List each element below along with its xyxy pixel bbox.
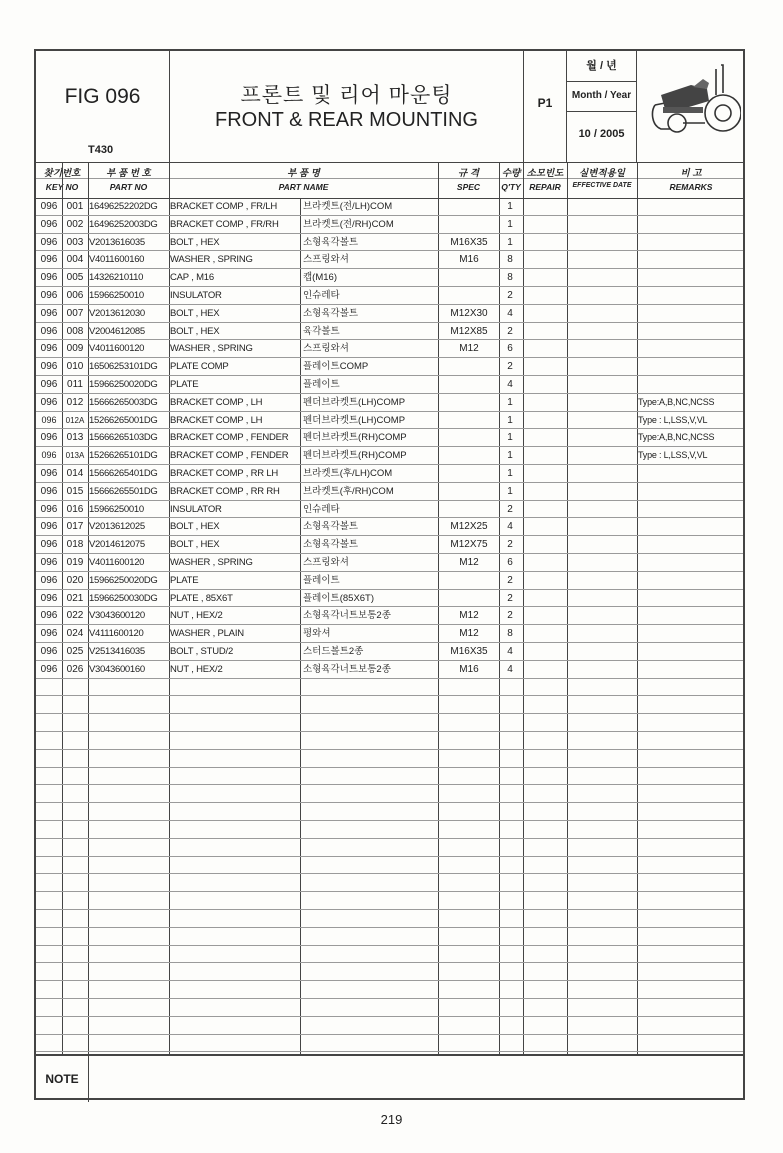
- cell-key: 024: [66, 628, 84, 640]
- cell-qty: 2: [507, 592, 513, 604]
- cell-part: 16506253101DG: [89, 361, 158, 373]
- empty-row: [36, 732, 743, 750]
- empty-row: [36, 1017, 743, 1035]
- table-row: [36, 661, 743, 679]
- empty-row: [36, 857, 743, 875]
- empty-row: [36, 696, 743, 714]
- cell-qty: 2: [507, 610, 513, 622]
- cell-remarks: Type:A,B,NC,NCSS: [638, 432, 715, 443]
- cell-qty: 1: [507, 396, 513, 408]
- cell-name: BRACKET COMP , FENDER: [170, 432, 289, 444]
- cell-fig: 096: [40, 485, 58, 497]
- cell-ko: 플레이트(85X6T): [303, 592, 375, 604]
- note-section: [36, 1054, 743, 1102]
- empty-row: [36, 928, 743, 946]
- cell-fig: 096: [40, 343, 58, 355]
- cell-fig: 096: [40, 361, 58, 373]
- cell-name: BRACKET COMP , RR LH: [170, 468, 279, 479]
- cell-ko: 펜더브라켓트(LH)COMP: [303, 414, 406, 426]
- cell-spec: M12: [459, 610, 479, 622]
- cell-fig: 096: [40, 325, 58, 337]
- cell-spec: M12: [459, 628, 479, 640]
- cell-ko: 펜더브라켓트(RH)COMP: [303, 450, 407, 462]
- empty-row: [36, 679, 743, 697]
- cell-name: BOLT , HEX: [170, 236, 220, 248]
- cell-fig: 096: [40, 503, 58, 515]
- cell-part: 15666265501DG: [89, 485, 158, 497]
- cell-qty: 4: [507, 379, 513, 390]
- col-qty-ko: 수량: [501, 168, 521, 179]
- table-row: [36, 554, 743, 572]
- cell-ko: 플레이트: [303, 379, 340, 390]
- table-row: [36, 251, 743, 269]
- cell-fig: 096: [40, 201, 58, 212]
- cell-key: 001: [66, 201, 84, 212]
- table-row: [36, 323, 743, 341]
- col-repair: [523, 162, 567, 198]
- cell-key: 021: [66, 592, 84, 604]
- cell-ko: 평와셔: [303, 628, 331, 640]
- parts-sheet: [34, 49, 745, 1100]
- cell-fig: 096: [40, 218, 58, 230]
- cell-part: 15966250010: [89, 290, 144, 301]
- cell-name: WASHER , SPRING: [170, 557, 253, 568]
- date-label-korean: 월 / 년: [567, 51, 636, 82]
- col-effective-date: [567, 162, 637, 198]
- cell-ko: 플레이트: [303, 574, 340, 586]
- cell-key: 013: [66, 432, 84, 444]
- empty-row: [36, 821, 743, 839]
- cell-spec: M12X25: [450, 521, 488, 533]
- cell-part: 16496252003DG: [89, 218, 158, 230]
- cell-part: V2014612075: [89, 539, 145, 551]
- cell-fig: 096: [40, 610, 58, 622]
- table-row: [36, 269, 743, 287]
- illustration-cell: [637, 51, 745, 162]
- cell-part: 15966250020DG: [89, 574, 158, 586]
- cell-fig: 096: [40, 592, 58, 604]
- cell-key: 016: [66, 503, 84, 515]
- table-row: [36, 536, 743, 554]
- cell-ko: 인슈레타: [303, 290, 340, 301]
- sheet-header: [36, 51, 743, 163]
- cell-spec: M16: [459, 254, 479, 266]
- cell-fig: 096: [40, 307, 58, 319]
- fig-cell: [36, 51, 170, 162]
- col-spec-en: SPEC: [456, 182, 481, 192]
- cell-qty: 6: [507, 557, 513, 568]
- col-part-name-ko: 부 품 명: [287, 168, 320, 179]
- cell-ko: 펜더브라켓트(RH)COMP: [303, 432, 407, 444]
- page-label: P1: [537, 96, 553, 110]
- empty-row: [36, 714, 743, 732]
- table-row: [36, 358, 743, 376]
- cell-spec: M16: [459, 663, 479, 675]
- cell-ko: 소형육각볼트: [303, 539, 359, 551]
- title-cell: [170, 51, 524, 162]
- title-english: FRONT & REAR MOUNTING: [215, 109, 478, 131]
- cell-key: 025: [66, 646, 84, 657]
- cell-fig: 096: [40, 236, 58, 248]
- cell-ko: 스프링와셔: [303, 254, 349, 266]
- table-row: [36, 590, 743, 608]
- cell-ko: 브라켓트(후/RH)COM: [303, 485, 394, 497]
- cell-part: 14326210110: [89, 272, 144, 284]
- table-row: [36, 305, 743, 323]
- date-label-english: Month / Year: [567, 81, 636, 112]
- empty-row: [36, 946, 743, 964]
- date-cell: [567, 51, 637, 162]
- cell-part: V4011600160: [89, 254, 145, 266]
- table-row: [36, 447, 743, 465]
- cell-ko: 스프링와셔: [303, 557, 349, 568]
- table-row: [36, 607, 743, 625]
- cell-qty: 1: [507, 485, 513, 497]
- cell-name: PLATE COMP: [170, 361, 229, 373]
- col-spec-ko: 규 격: [458, 168, 479, 179]
- col-repair-en: REPAIR: [529, 182, 561, 192]
- table-row: [36, 287, 743, 305]
- cell-name: BOLT , HEX: [170, 539, 220, 551]
- cell-fig: 096: [40, 574, 58, 586]
- cell-qty: 1: [507, 236, 513, 248]
- cell-remarks: Type : L,LSS,V,VL: [638, 414, 708, 425]
- cell-key: 006: [66, 290, 84, 301]
- cell-key: 003: [66, 236, 84, 248]
- cell-name: WASHER , SPRING: [170, 254, 253, 266]
- cell-name: CAP , M16: [170, 272, 214, 284]
- cell-key: 002: [66, 218, 84, 230]
- cell-qty: 4: [507, 663, 513, 675]
- col-remarks-ko: 비 고: [680, 168, 702, 179]
- empty-row: [36, 803, 743, 821]
- cell-part: V3043600120: [89, 610, 145, 622]
- cell-name: PLATE , 85X6T: [170, 592, 233, 604]
- col-part-name-en: PART NAME: [278, 182, 329, 192]
- cell-spec: M12X85: [450, 325, 488, 337]
- cell-part: 15266265101DG: [89, 450, 158, 462]
- cell-qty: 2: [507, 574, 513, 586]
- cell-fig: 096: [40, 396, 58, 408]
- cell-fig: 096: [41, 450, 57, 461]
- table-row: [36, 572, 743, 590]
- table-row: [36, 376, 743, 394]
- cell-part: V2013616035: [89, 236, 145, 248]
- col-repair-ko: 소모빈도: [526, 168, 564, 179]
- cell-name: BOLT , STUD/2: [170, 646, 234, 657]
- cell-fig: 096: [40, 272, 58, 284]
- cell-key: 012A: [65, 415, 85, 425]
- cell-name: INSULATOR: [170, 503, 222, 515]
- empty-row: [36, 963, 743, 981]
- empty-row: [36, 839, 743, 857]
- cell-qty: 8: [507, 254, 513, 266]
- cell-ko: 캡(M16): [303, 272, 337, 284]
- col-spec: [438, 162, 499, 198]
- fig-number: FIG 096: [64, 85, 141, 108]
- cell-key: 020: [66, 574, 84, 586]
- col-part-no: [88, 162, 169, 198]
- cell-name: BRACKET COMP , FR/RH: [170, 218, 279, 230]
- cell-name: BRACKET COMP , LH: [170, 414, 263, 426]
- table-row: [36, 234, 743, 252]
- table-row: [36, 216, 743, 234]
- page-cell: [524, 51, 567, 162]
- col-key-no-en: KEY NO: [45, 182, 79, 192]
- cell-part: V2004612085: [89, 325, 145, 337]
- cell-ko: 브라켓트(전/RH)COM: [303, 218, 394, 230]
- cell-fig: 096: [40, 379, 58, 390]
- cell-qty: 1: [507, 432, 513, 444]
- cell-ko: 육각볼트: [303, 325, 340, 337]
- cell-key: 004: [66, 254, 84, 266]
- cell-part: V2013612025: [89, 521, 145, 533]
- col-qty: [499, 162, 523, 198]
- cell-qty: 1: [507, 218, 513, 230]
- col-key-no-ko: 찾기번호: [43, 168, 81, 179]
- col-eff-ko: 실변적용일: [579, 168, 625, 179]
- cell-spec: M12: [459, 557, 479, 568]
- page-number: 219: [380, 1112, 403, 1127]
- cell-name: WASHER , PLAIN: [170, 628, 244, 640]
- cell-ko: 스터드볼트2종: [303, 646, 364, 657]
- cell-ko: 스프링와셔: [303, 343, 349, 355]
- cell-fig: 096: [40, 290, 58, 301]
- cell-part: 15966250020DG: [89, 379, 158, 390]
- table-row: [36, 429, 743, 447]
- cell-key: 010: [66, 361, 84, 373]
- cell-key: 017: [66, 521, 84, 533]
- cell-name: BRACKET COMP , FR/LH: [170, 201, 278, 212]
- cell-name: NUT , HEX/2: [170, 663, 223, 675]
- title-korean: 프론트 및 리어 마운팅: [240, 84, 453, 107]
- cell-fig: 096: [40, 254, 58, 266]
- cell-fig: 096: [40, 628, 58, 640]
- cell-part: 15966250030DG: [89, 592, 158, 604]
- cell-fig: 096: [40, 539, 58, 551]
- cell-fig: 096: [40, 521, 58, 533]
- table-row: [36, 501, 743, 519]
- cell-qty: 4: [507, 646, 513, 657]
- cell-ko: 소형육각볼트: [303, 307, 359, 319]
- cell-fig: 096: [40, 646, 58, 657]
- cell-key: 015: [66, 485, 84, 497]
- cell-qty: 4: [507, 521, 513, 533]
- cell-ko: 플레이트COMP: [303, 361, 369, 373]
- cell-spec: M12X30: [450, 307, 488, 319]
- cell-qty: 2: [507, 325, 513, 337]
- col-qty-en: Q'TY: [501, 182, 521, 192]
- cell-ko: 소형육각너트보통2종: [303, 663, 391, 675]
- empty-row: [36, 1035, 743, 1053]
- cell-key: 011: [67, 379, 83, 390]
- cell-key: 008: [66, 325, 84, 337]
- col-part-no-en: PART NO: [109, 182, 148, 192]
- cell-ko: 브라켓트(후/LH)COM: [303, 468, 393, 479]
- cell-name: BOLT , HEX: [170, 521, 220, 533]
- cell-part: V2513416035: [89, 646, 145, 657]
- cell-qty: 1: [507, 414, 513, 426]
- empty-row: [36, 874, 743, 892]
- cell-name: BRACKET COMP , FENDER: [170, 450, 289, 462]
- cell-fig: 096: [40, 432, 58, 444]
- cell-name: PLATE: [170, 379, 199, 390]
- cell-part: 15266265001DG: [89, 414, 158, 426]
- cell-part: V4011600120: [89, 343, 145, 355]
- cell-name: WASHER , SPRING: [170, 343, 253, 355]
- table-row: [36, 198, 743, 216]
- table-row: [36, 412, 743, 430]
- table-row: [36, 643, 743, 661]
- cell-fig: 096: [40, 663, 58, 675]
- cell-qty: 1: [507, 201, 513, 212]
- cell-qty: 2: [507, 503, 513, 515]
- cell-key: 012: [66, 396, 84, 408]
- cell-part: 15966250010: [89, 503, 144, 515]
- cell-part: V4111600120: [89, 628, 144, 640]
- cell-key: 007: [66, 307, 84, 319]
- empty-row: [36, 999, 743, 1017]
- tractor-icon: [643, 59, 741, 143]
- cell-part: V4011600120: [89, 557, 145, 568]
- cell-remarks: Type : L,LSS,V,VL: [638, 450, 708, 461]
- cell-qty: 6: [507, 343, 513, 355]
- cell-ko: 소형육각볼트: [303, 236, 359, 248]
- col-eff-en: EFFECTIVE DATE: [572, 182, 632, 189]
- cell-part: 15666265103DG: [89, 432, 158, 444]
- cell-qty: 2: [507, 539, 513, 551]
- cell-spec: M16X35: [450, 236, 488, 248]
- cell-qty: 1: [507, 468, 513, 479]
- empty-row: [36, 785, 743, 803]
- cell-qty: 4: [507, 307, 513, 319]
- cell-qty: 2: [507, 361, 513, 373]
- cell-key: 009: [66, 343, 84, 355]
- empty-row: [36, 981, 743, 999]
- date-value: 10 / 2005: [578, 128, 625, 140]
- cell-qty: 1: [507, 450, 513, 462]
- cell-fig: 096: [40, 557, 58, 568]
- cell-key: 022: [66, 610, 84, 622]
- cell-spec: M12X75: [450, 539, 488, 551]
- note-label: NOTE: [36, 1056, 89, 1102]
- cell-qty: 8: [507, 628, 513, 640]
- cell-qty: 2: [507, 290, 513, 301]
- cell-key: 018: [66, 539, 84, 551]
- cell-ko: 펜더브라켓트(LH)COMP: [303, 396, 406, 408]
- cell-name: PLATE: [170, 574, 199, 586]
- col-remarks-en: REMARKS: [669, 182, 713, 192]
- cell-part: 15666265003DG: [89, 396, 158, 408]
- col-remarks: [637, 162, 745, 198]
- cell-part: V2013612030: [89, 307, 145, 319]
- empty-row: [36, 750, 743, 768]
- cell-part: 15666265401DG: [89, 468, 158, 479]
- col-part-name: [169, 162, 438, 198]
- cell-name: BOLT , HEX: [170, 307, 220, 319]
- table-row: [36, 518, 743, 536]
- cell-key: 019: [66, 557, 84, 568]
- cell-name: BOLT , HEX: [170, 325, 220, 337]
- table-row: [36, 625, 743, 643]
- cell-fig: 096: [40, 468, 58, 479]
- cell-ko: 소형육각볼트: [303, 521, 359, 533]
- cell-qty: 8: [507, 272, 513, 284]
- cell-key: 014: [66, 468, 84, 479]
- cell-spec: M16X35: [450, 646, 488, 657]
- table-row: [36, 394, 743, 412]
- cell-spec: M12: [459, 343, 479, 355]
- cell-ko: 인슈레타: [303, 503, 340, 515]
- cell-key: 005: [66, 272, 84, 284]
- table-row: [36, 483, 743, 501]
- cell-ko: 소형육각너트보통2종: [303, 610, 391, 622]
- cell-name: NUT , HEX/2: [170, 610, 223, 622]
- cell-ko: 브라켓트(전/LH)COM: [303, 201, 393, 212]
- cell-key: 013A: [65, 451, 85, 461]
- cell-name: INSULATOR: [170, 290, 222, 301]
- cell-name: BRACKET COMP , RR RH: [170, 485, 280, 497]
- cell-key: 026: [66, 663, 84, 675]
- cell-part: 16496252202DG: [89, 201, 158, 212]
- col-part-no-ko: 부 품 번 호: [106, 168, 151, 179]
- empty-row: [36, 768, 743, 786]
- table-row: [36, 340, 743, 358]
- cell-fig: 096: [41, 414, 57, 425]
- table-row: [36, 465, 743, 483]
- model-name: T430: [88, 144, 114, 156]
- cell-name: BRACKET COMP , LH: [170, 396, 263, 408]
- cell-remarks: Type:A,B,NC,NCSS: [638, 396, 715, 407]
- empty-row: [36, 910, 743, 928]
- cell-part: V3043600160: [89, 663, 145, 675]
- empty-row: [36, 892, 743, 910]
